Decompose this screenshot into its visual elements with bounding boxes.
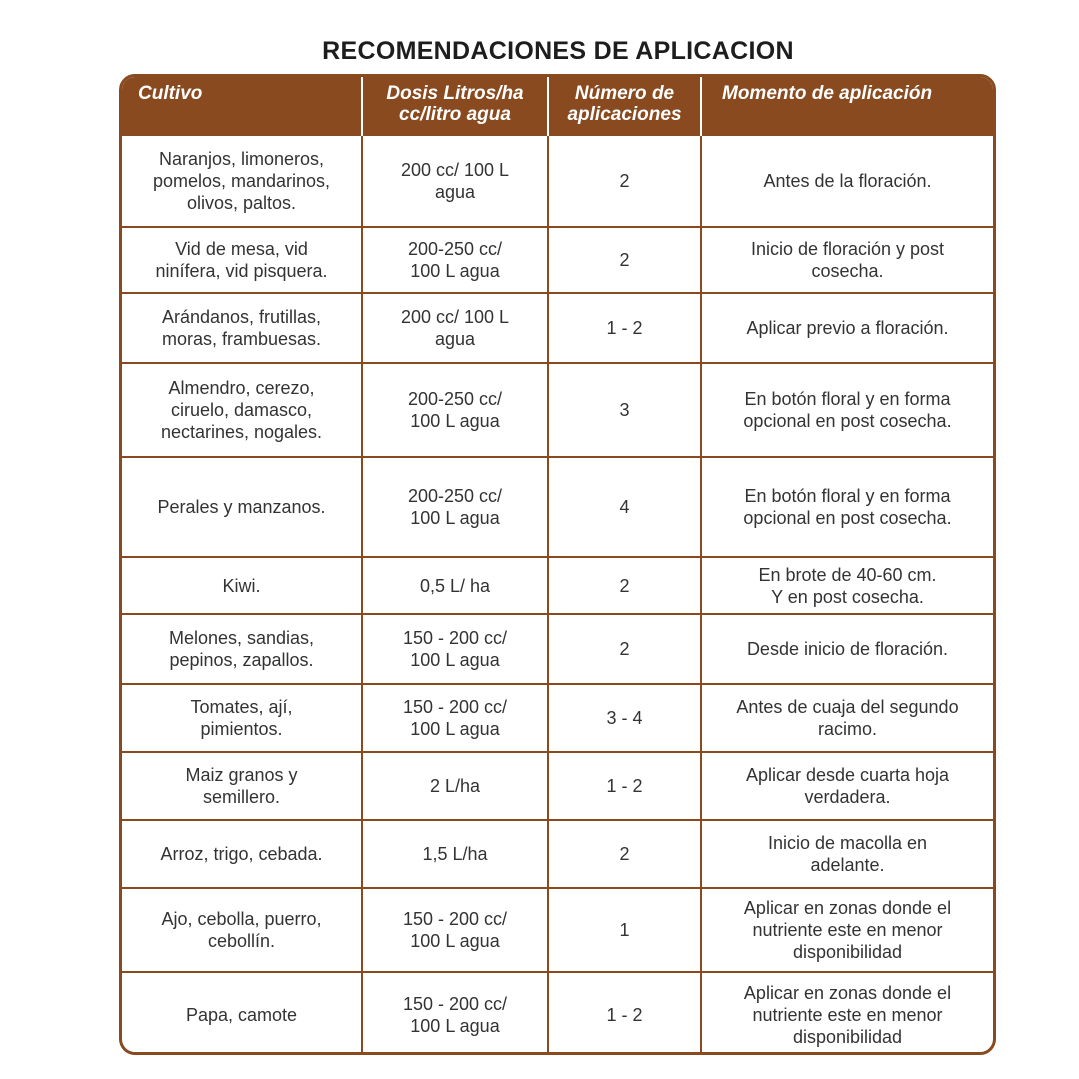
header-dosis: Dosis Litros/ha cc/litro agua	[362, 77, 548, 135]
cell-numero-text: 2	[619, 171, 630, 191]
cell-numero-text: 4	[619, 497, 630, 517]
cell-cultivo-text: Ajo, cebolla, puerro, cebollín.	[161, 909, 322, 951]
cell-momento	[701, 972, 993, 1055]
cell-numero-text: 2	[619, 844, 630, 864]
cell-numero-text: 1 - 2	[606, 318, 643, 338]
cell-dosis-text: 150 - 200 cc/ 100 L agua	[402, 628, 508, 670]
cell-numero	[548, 227, 701, 293]
cell-dosis-text: 150 - 200 cc/ 100 L agua	[402, 697, 508, 739]
cell-dosis-text: 150 - 200 cc/ 100 L agua	[402, 993, 508, 1036]
cell-numero	[548, 363, 701, 457]
cell-cultivo	[122, 227, 362, 293]
cell-numero	[548, 457, 701, 557]
cell-dosis	[362, 684, 548, 752]
cell-cultivo-text: Perales y manzanos.	[157, 497, 326, 517]
cell-momento	[701, 227, 993, 293]
cell-dosis-text: 150 - 200 cc/ 100 L agua	[402, 909, 508, 951]
cell-numero	[548, 888, 701, 972]
cell-cultivo-text: Naranjos, limoneros, pomelos, mandarinos, olivos, paltos.	[152, 149, 331, 213]
cell-dosis	[362, 752, 548, 820]
cell-momento	[701, 888, 993, 972]
cell-cultivo	[122, 614, 362, 684]
table-row	[122, 457, 993, 557]
cell-dosis	[362, 888, 548, 972]
cell-numero-text: 2	[619, 575, 630, 596]
cell-dosis	[362, 227, 548, 293]
cell-numero	[548, 752, 701, 820]
cell-cultivo-text: Melones, sandias, pepinos, zapallos.	[168, 628, 315, 670]
header-numero: Número de aplicaciones	[548, 77, 701, 135]
cell-momento	[701, 363, 993, 457]
table-row	[122, 752, 993, 820]
cell-momento-text: Antes de cuaja del segundo racimo.	[736, 697, 959, 739]
cell-dosis	[362, 972, 548, 1055]
cell-dosis	[362, 614, 548, 684]
cell-momento-text: Desde inicio de floración.	[746, 639, 949, 659]
cell-dosis	[362, 363, 548, 457]
cell-momento-text: Aplicar desde cuarta hoja verdadera.	[745, 765, 950, 807]
cell-numero	[548, 684, 701, 752]
table-row	[122, 135, 993, 227]
cell-numero	[548, 293, 701, 363]
cell-momento-text: En botón floral y en forma opcional en post cosecha.	[743, 389, 952, 431]
page-title: RECOMENDACIONES DE APLICACION	[322, 37, 794, 65]
cell-numero	[548, 972, 701, 1055]
table-row	[122, 293, 993, 363]
cell-cultivo	[122, 293, 362, 363]
table-row	[122, 363, 993, 457]
cell-cultivo-text: Maiz granos y semillero.	[185, 765, 298, 807]
cell-momento-text: En botón floral y en forma opcional en post cosecha.	[743, 486, 952, 528]
cell-dosis-text: 2 L/ha	[429, 776, 481, 796]
table-header-row	[122, 77, 993, 135]
cell-numero-text: 1 - 2	[606, 776, 643, 796]
cell-cultivo	[122, 972, 362, 1055]
cell-dosis-text: 1,5 L/ha	[422, 844, 488, 864]
cell-momento	[701, 293, 993, 363]
cell-dosis-text: 0,5 L/ ha	[419, 575, 491, 596]
table-row	[122, 820, 993, 888]
cell-cultivo	[122, 888, 362, 972]
cell-momento-text: Aplicar previo a floración.	[746, 318, 949, 338]
cell-dosis-text: 200 cc/ 100 L agua	[400, 307, 510, 349]
cell-numero	[548, 557, 701, 614]
cell-momento-text: Inicio de floración y post cosecha.	[750, 239, 945, 281]
cell-momento-text: Antes de la floración.	[763, 171, 932, 191]
table-row	[122, 972, 993, 1055]
cell-dosis-text: 200 cc/ 100 L agua	[400, 160, 510, 202]
cell-dosis-text: 200-250 cc/ 100 L agua	[407, 389, 503, 431]
header-momento: Momento de aplicación	[701, 77, 993, 135]
cell-momento-text: Inicio de macolla en adelante.	[767, 833, 928, 875]
cell-momento-text: Aplicar en zonas donde el nutriente este en menor disponibilidad	[743, 898, 952, 962]
cell-numero	[548, 135, 701, 227]
cell-numero-text: 3 - 4	[606, 708, 643, 728]
table-row	[122, 888, 993, 972]
cell-cultivo	[122, 457, 362, 557]
table-row	[122, 557, 993, 614]
cell-cultivo	[122, 820, 362, 888]
cell-cultivo-text: Arroz, trigo, cebada.	[160, 844, 323, 864]
cell-momento	[701, 820, 993, 888]
cell-cultivo-text: Papa, camote	[185, 1004, 298, 1025]
recommendations-table	[122, 77, 993, 1055]
cell-dosis-text: 200-250 cc/ 100 L agua	[407, 239, 503, 281]
cell-cultivo-text: Kiwi.	[222, 575, 261, 596]
table-row	[122, 684, 993, 752]
cell-momento	[701, 457, 993, 557]
cell-cultivo-text: Tomates, ají, pimientos.	[190, 697, 293, 739]
cell-momento	[701, 135, 993, 227]
cell-cultivo	[122, 752, 362, 820]
table-row	[122, 227, 993, 293]
cell-momento	[701, 752, 993, 820]
cell-momento	[701, 614, 993, 684]
cell-numero	[548, 820, 701, 888]
cell-numero-text: 2	[619, 639, 630, 659]
cell-momento	[701, 557, 993, 614]
cell-numero	[548, 614, 701, 684]
cell-cultivo	[122, 363, 362, 457]
header-cultivo: Cultivo	[122, 77, 362, 135]
cell-momento-text: Aplicar en zonas donde el nutriente este en menor disponibilidad	[743, 982, 952, 1047]
cell-dosis-text: 200-250 cc/ 100 L agua	[407, 486, 503, 528]
cell-numero-text: 2	[619, 250, 630, 270]
cell-dosis	[362, 293, 548, 363]
cell-dosis	[362, 557, 548, 614]
cell-momento	[701, 684, 993, 752]
recommendations-table-frame	[119, 74, 996, 1055]
cell-dosis	[362, 457, 548, 557]
table-row	[122, 614, 993, 684]
cell-numero-text: 1	[619, 920, 630, 940]
cell-numero-text: 3	[619, 400, 630, 420]
cell-dosis	[362, 820, 548, 888]
cell-cultivo-text: Arándanos, frutillas, moras, frambuesas.	[161, 307, 322, 349]
cell-cultivo-text: Vid de mesa, vid ninífera, vid pisquera.	[155, 239, 328, 281]
cell-momento-text: En brote de 40-60 cm. Y en post cosecha.	[758, 564, 937, 607]
cell-numero-text: 1 - 2	[606, 1004, 643, 1025]
cell-cultivo	[122, 557, 362, 614]
cell-cultivo	[122, 684, 362, 752]
cell-cultivo-text: Almendro, cerezo, ciruelo, damasco, nectarines, nogales.	[160, 378, 323, 442]
cell-cultivo	[122, 135, 362, 227]
cell-dosis	[362, 135, 548, 227]
